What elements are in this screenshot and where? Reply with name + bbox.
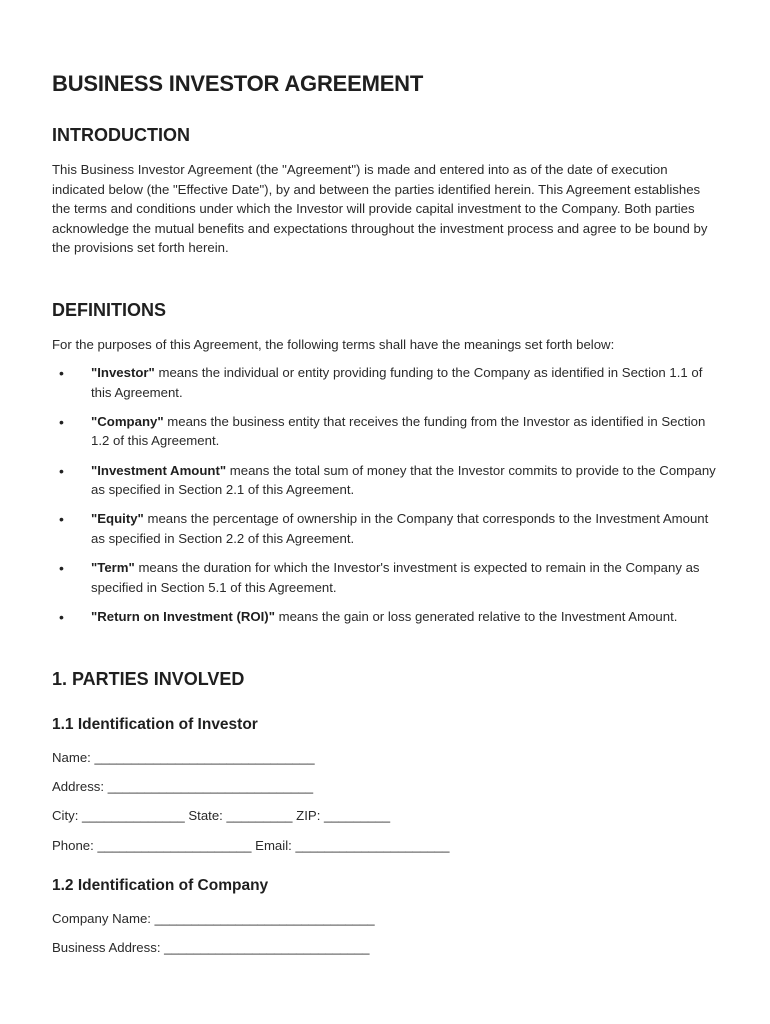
- definition-roi: [52, 607, 722, 656]
- parties-heading: 1. PARTIES INVOLVED: [52, 669, 245, 689]
- definition-term: "Equity": [91, 511, 144, 527]
- definitions-intro: For the purposes of this Agreement, the following terms shall have the meanings set forth below:: [52, 337, 615, 352]
- company-identification-heading: 1.2 Identification of Company: [52, 877, 269, 894]
- company-name-field: Company Name: ______________________________: [52, 911, 375, 926]
- definition-term: "Term": [91, 560, 135, 576]
- company-business-address-field: Business Address: ____________________________: [52, 940, 370, 955]
- definition-investor: [52, 363, 722, 412]
- bullet-icon: •: [59, 413, 64, 430]
- definition-text: means the total sum of money that the Investor commits to provide to the Company as specified in Section 2.1 of this Agreement.: [91, 462, 716, 498]
- definition-term: [52, 558, 722, 607]
- definition-text: means the gain or loss generated relative to the Investment Amount.: [274, 608, 678, 624]
- definition-equity: [52, 509, 722, 558]
- introduction-paragraph: This Business Investor Agreement (the "Agreement") is made and entered into as of the date of execution indicated below (the "Effective Date"), by and between the parties identified herein. This Agreement establishes the terms and conditions under which the Investor will provide capital investment to the Company. Both parties acknowledge the mutual benefits and expectations throughout the investment process and agree to be bound by the provisions set forth herein.: [52, 162, 708, 256]
- bullet-icon: •: [59, 365, 64, 381]
- definition-text: means the duration for which the Investor's investment is expected to remain in the Company as specified in Section 5.1 of this Agreement.: [91, 560, 700, 595]
- definition-text: means the percentage of ownership in the Company that corresponds to the Investment Amount as specified in Section 2.2 of this Agreement.: [91, 511, 709, 546]
- definition-term: "Investor": [91, 365, 155, 380]
- document-title: BUSINESS INVESTOR AGREEMENT: [52, 71, 424, 96]
- definition-investment-amount: [52, 461, 722, 510]
- bullet-icon: •: [59, 462, 64, 479]
- investor-identification-heading: 1.1 Identification of Investor: [52, 716, 258, 733]
- bullet-icon: •: [59, 560, 64, 577]
- definitions-list: [52, 363, 722, 656]
- investor-address-field: Address: ____________________________: [52, 779, 314, 794]
- definition-text: means the individual or entity providing funding to the Company as identified in Section 1.1 of this Agreement.: [91, 365, 703, 400]
- definition-term: "Return on Investment (ROI)": [91, 608, 275, 624]
- investor-phone-email-field: Phone: _____________________ Email: _____________________: [52, 838, 450, 853]
- definition-text: means the business entity that receives the funding from the Investor as identified in Section 1.2 of this Agreement.: [91, 413, 706, 449]
- definition-term: "Investment Amount": [91, 462, 227, 478]
- investor-city-state-zip-field: City: ______________ State: _________ ZIP: _________: [52, 808, 391, 823]
- bullet-icon: •: [59, 608, 64, 625]
- definition-term: "Company": [91, 413, 164, 429]
- definition-company: [52, 412, 722, 461]
- investor-name-field: Name: ______________________________: [52, 750, 315, 765]
- introduction-heading: INTRODUCTION: [52, 125, 190, 145]
- bullet-icon: •: [59, 511, 64, 528]
- definitions-heading: DEFINITIONS: [52, 300, 167, 320]
